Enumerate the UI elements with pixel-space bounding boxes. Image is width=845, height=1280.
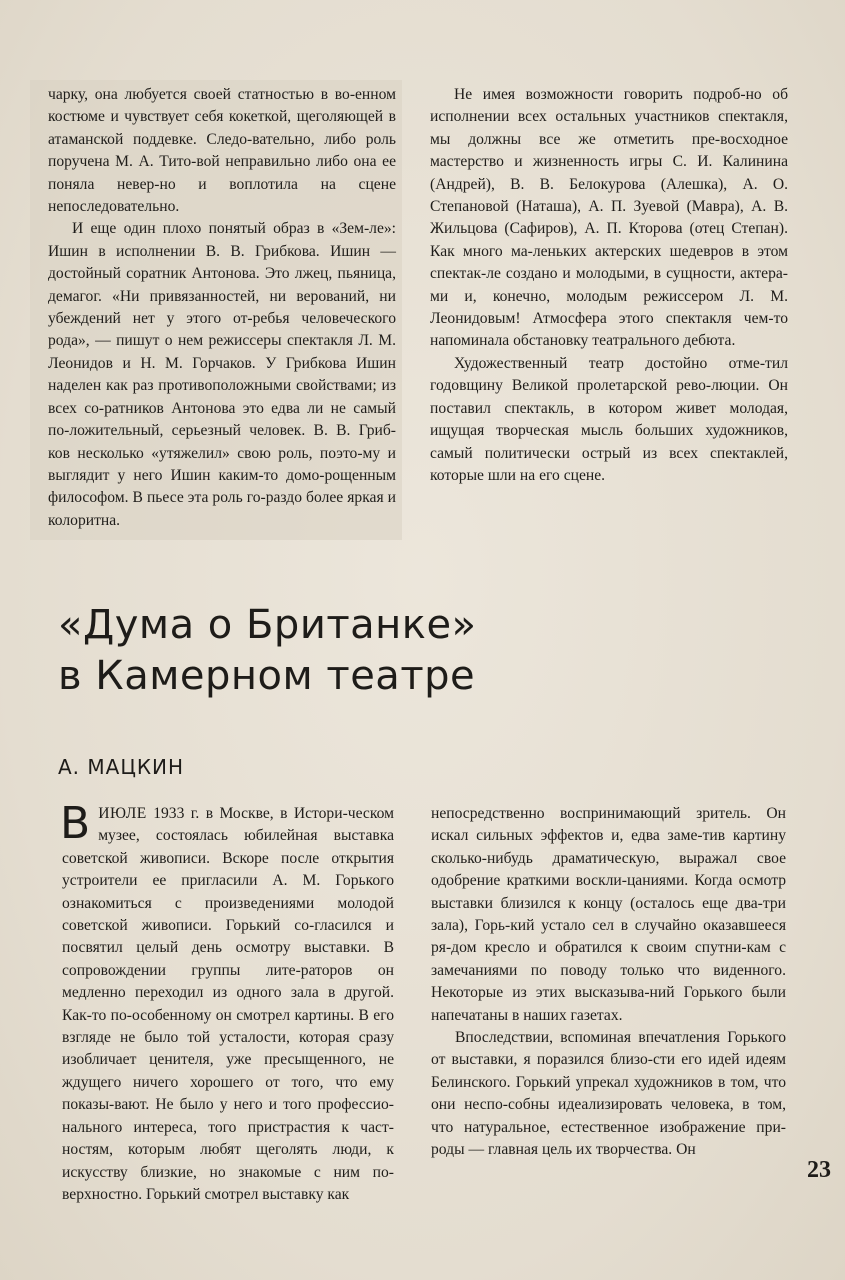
lead-caps: ИЮЛЕ <box>98 805 147 822</box>
top-right-column <box>430 84 788 487</box>
article-author: А. МАЦКИН <box>58 755 185 779</box>
paragraph: чарку, она любуется своей статностью в во-енном костюме и чувствует себя кокеткой, щеголяющей в атаманской поддевке. Следо-вательно, либо роль поручена М. А. Тито-вой неправильно либо она ее поняла невер-но и воплотила на сцене непоследовательно. <box>48 86 396 216</box>
page-number: 23 <box>807 1157 831 1183</box>
article-title-line1: «Дума о Британке» <box>58 602 477 648</box>
paragraph: И еще один плохо понятый образ в «Зем-ле»: Ишин в исполнении В. В. Грибкова. Ишин — достойный соратник Антонова. Это лжец, пьяница, демагог. «Ни привязанностей, ни верований, ни убеждений нет у этого от-ребья человеческого рода», — пишут о нем режиссеры спектакля Л. М. Леонидов и Н. М. Горчаков. У Грибкова Ишин наделен как раз противоположными свойствами; из всех со-ратников Антонова это едва ли не самый по-ложительный, серьезный человек. В. В. Гриб-ков несколько «утяжелил» свою роль, поэто-му и выглядит у него Ишин каким-то домо-рощенным философом. В пьесе эта роль го-раздо более яркая и колоритна. <box>48 220 396 529</box>
drop-cap: В <box>60 798 91 849</box>
paragraph <box>60 798 394 1206</box>
top-left-column <box>48 84 396 532</box>
paragraph: Не имея возможности говорить подроб-но об исполнении всех остальных участников спектакля, мы должны все же отметить пре-восходное мастерство и жизненность игры С. И. Калинина (Андрей), В. В. Белокурова (Алешка), А. О. Степановой (Наташа), А. П. Зуевой (Мавра), А. В. Жильцова (Сафиров), А. П. Кторова (отец Степан). Как много ма-леньких актерских шедевров в этом спектак-ле создано и молодыми, в сущности, актера-ми и, конечно, молодым режиссером Л. М. Леонидовым! Атмосфера этого спектакля чем-то напоминала обстановку театрального дебюта. <box>430 86 788 350</box>
paragraph: Впоследствии, вспоминая впечатления Горького от выставки, я поразился близо-сти его идей идеям Белинского. Горький упрекал художников в том, что они неспо-собны идеализировать человека, в том, что натуральное, естественное изображение при-роды — главная цель их творчества. Он <box>431 1029 786 1159</box>
paragraph: непосредственно воспринимающий зритель. Он искал сильных эффектов и, едва заме-тив картину сколько-нибудь драматическую, выражал свое одобрение краткими воскли-цаниями. Когда осмотр выставки близился к концу (осталось еще два-три зала), Горь-кий устало сел в случайно оказавшееся ря-дом кресло и обратился к своим спутни-кам с замечаниями по поводу только что виденного. Некоторые из этих высказыва-ний Горького были напечатаны в наших газетах. <box>431 805 786 1024</box>
article-right-column <box>431 803 786 1162</box>
paragraph: Художественный театр достойно отме-тил годовщину Великой пролетарской рево-люции. Он поставил спектакль, в котором живет молодая, ищущая творческая мысль больших художников, самый политически острый из всех спектаклей, которые шли на его сцене. <box>430 354 788 484</box>
article-title <box>58 600 758 702</box>
article-title-line2: в Камерном театре <box>58 653 476 699</box>
paragraph-text: 1933 г. в Москве, в Истори-ческом музее, состоялась юбилейная выставка советской живописи. Вскоре после открытия устроители ее пригласили А. М. Горького ознакомиться с произведениями молодой советской живописи. Горький со-гласился и посвятил целый день осмотру выставки. В сопровождении группы лите-раторов он медленно переходил из одного зала в другой. Как-то по-особенному он смотрел картины. В его взгляде не было той усталости, которая сразу изобличает ценителя, уже пресыщенного, не ждущего ничего хорошего от того, что ему показы-вают. Не было у него и того профессио-нального интереса, того пристрастия к част-ностям, которым любят щеголять люди, к искусству близкие, но знакомые с ним по-верхностно. Горький смотрел выставку как <box>62 805 394 1203</box>
article-left-column <box>60 798 394 1206</box>
